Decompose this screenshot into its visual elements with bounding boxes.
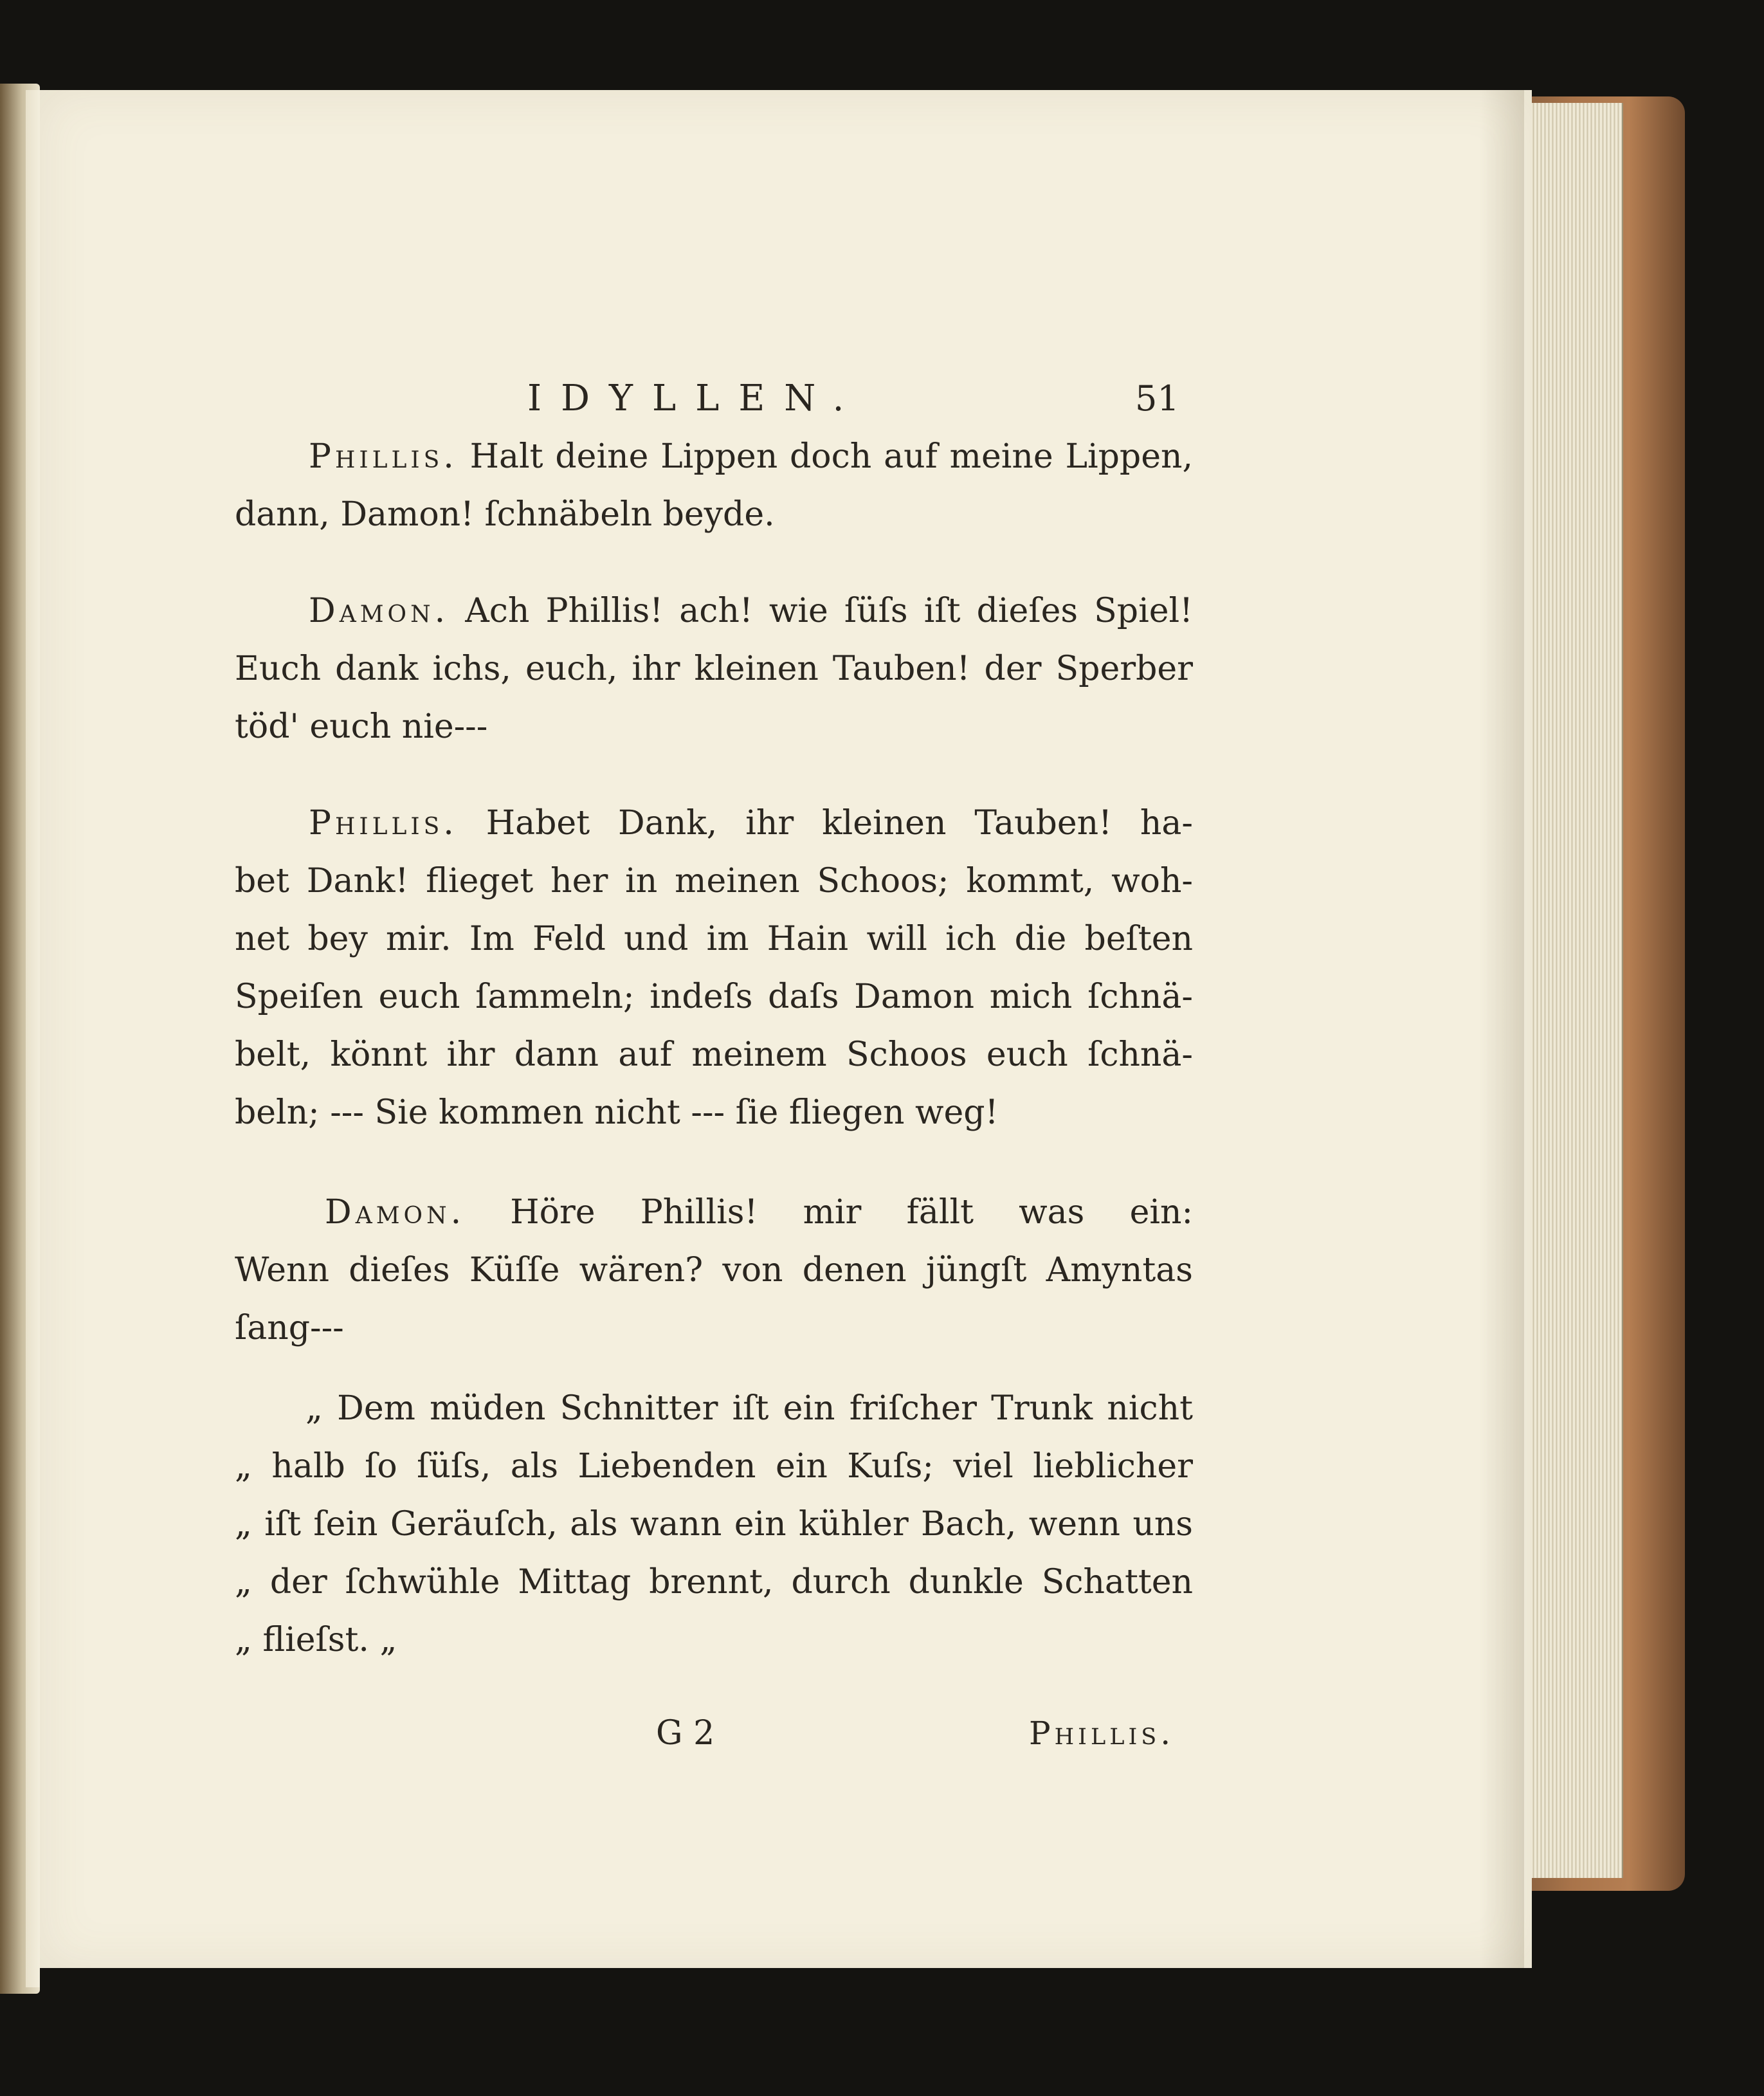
paragraph-phillis-2: [235, 794, 1193, 1142]
speaker-label: Damon.: [309, 592, 450, 630]
line-text: Halt deine Lippen doch auf meine Lippen,: [469, 437, 1193, 476]
text-line: belt, könnt ihr dann auf meinem Schoos euch ſchnä-: [235, 1035, 1193, 1074]
text-line: „ flieſst. „: [235, 1621, 397, 1659]
text-line: „ halb ſo ſüſs, als Liebenden ein Kuſs; viel lieblicher: [235, 1447, 1193, 1486]
speaker-label: Damon.: [325, 1193, 466, 1232]
signature-mark: G 2: [656, 1714, 715, 1753]
page-number: 51: [1135, 378, 1179, 419]
left-page-margin: [26, 90, 40, 1987]
text-line: ſang---: [235, 1309, 344, 1347]
text-line: [235, 582, 1193, 640]
line-text: Habet Dank, ihr kleinen Tauben! ha-: [486, 804, 1193, 843]
text-line: „ iſt ſein Geräuſch, als wann ein kühler Bach, wenn uns: [235, 1505, 1193, 1544]
text-line: [235, 794, 1193, 852]
text-line: Euch dank ichs, euch, ihr kleinen Tauben! der Sperber: [235, 650, 1193, 688]
paragraph-phillis-1: [235, 428, 1193, 543]
line-text: Ach Phillis! ach! wie ſüſs iſt dieſes Spiel!: [465, 592, 1194, 630]
speaker-label: Phillis.: [309, 804, 458, 843]
text-line: net bey mir. Im Feld und im Hain will ich die beſten: [235, 920, 1193, 958]
paragraph-damon-1: [235, 582, 1193, 756]
text-line: beln; --- Sie kommen nicht --- ſie fliegen weg!: [235, 1093, 999, 1132]
text-line: dann, Damon! ſchnäbeln beyde.: [235, 495, 775, 534]
page-stack-edges: [1519, 103, 1623, 1878]
text-line: Speiſen euch ſammeln; indeſs daſs Damon mich ſchnä-: [235, 978, 1193, 1016]
text-line: Wenn dieſes Küſſe wären? von denen jüngſt Amyntas: [235, 1251, 1193, 1289]
text-line: „ Dem müden Schnitter iſt ein friſcher Trunk nicht: [305, 1389, 1193, 1428]
page-gutter-shadow: [1479, 90, 1524, 1968]
paragraph-damon-2: [235, 1183, 1193, 1357]
running-title: IDYLLEN.: [527, 378, 864, 419]
line-text: Höre Phillis! mir fällt was ein:: [510, 1193, 1193, 1232]
quoted-verse: [235, 1380, 1193, 1669]
speaker-label: Phillis.: [309, 437, 458, 476]
text-line: [235, 1183, 1193, 1241]
catchword: Phillis.: [1029, 1715, 1175, 1752]
text-line: „ der ſchwühle Mittag brennt, durch dunkle Schatten: [235, 1563, 1193, 1601]
text-line: bet Dank! flieget her in meinen Schoos; kommt, woh-: [235, 862, 1193, 900]
text-line: [235, 428, 1193, 486]
text-line: töd' euch nie---: [235, 707, 488, 746]
